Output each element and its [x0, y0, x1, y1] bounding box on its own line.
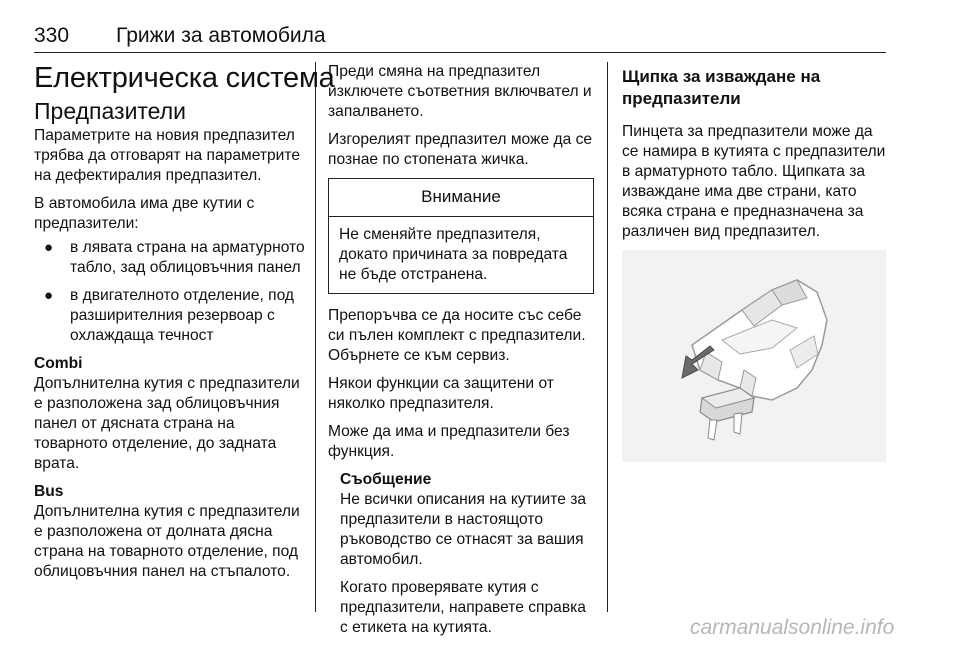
bus-paragraph: Допълнителна кутия с предпазители е разположена от долната дясна страна на товарното отделение, под облицовъчния панел на стъпалото.: [34, 503, 300, 580]
fuse-rating-paragraph: Параметрите на новия предпазител трябва да отговарят на параметрите на дефектиралия предпазител.: [34, 127, 301, 184]
fuse-extractor-paragraph: Пинцета за предпазители може да се намира в кутията с предпазители в арматурното табло. Щипката за изваждане има две страни, като всяка страна е предназначена за различен вид предпазител.: [622, 123, 886, 240]
warning-box: [328, 178, 594, 294]
list-item: ● в двигателното отделение, под разширителния резервоар с охлаждаща течност: [44, 287, 295, 344]
fuse-extractor-heading: Щипка за изваждане на предпазители: [622, 67, 821, 108]
fuse-puller-illustration: [622, 250, 886, 462]
column-divider-2: [607, 62, 608, 612]
column-3: [622, 62, 888, 250]
column-divider-1: [315, 62, 316, 612]
page-header: [34, 22, 886, 53]
watermark: carmanualsonline.info: [690, 616, 895, 639]
note-paragraph-1: Не всички описания на кутиите за предпазители в настоящото ръководство се отнасят за вашия автомобил.: [340, 491, 587, 568]
column-1: [34, 62, 335, 590]
burnt-fuse-paragraph: Изгорелият предпазител може да се познае по стопената жичка.: [328, 131, 593, 168]
column-2: [328, 62, 594, 646]
section-title: Електрическа система: [34, 62, 335, 94]
page-number: 330: [34, 24, 70, 47]
note-paragraph-2: Когато проверявате кутия с предпазители, направете справка с етикета на кутията.: [340, 579, 586, 636]
running-title: Грижи за автомобила: [116, 24, 326, 47]
before-replace-paragraph: Преди смяна на предпазител изключете съответния включвател и запалването.: [328, 63, 592, 120]
combi-heading: Combi: [34, 355, 83, 372]
unused-fuses-paragraph: Може да има и предпазители без функция.: [328, 423, 570, 460]
note-heading: Съобщение: [340, 471, 432, 488]
warning-text: Не сменяйте предпазителя, докато причината за повредата не бъде отстранена.: [339, 226, 568, 283]
functions-paragraph: Някои функции са защитени от няколко предпазителя.: [328, 375, 554, 412]
warning-title: Внимание: [329, 179, 593, 217]
spare-fuses-paragraph: Препоръчва се да носите със себе си пълен комплект с предпазители. Обърнете се към сервиз.: [328, 307, 586, 364]
fuse-puller-icon: [622, 250, 886, 462]
bullet-icon: ●: [44, 239, 54, 256]
fuse-box-list: [34, 238, 306, 346]
bus-heading: Bus: [34, 483, 64, 500]
fuse-boxes-intro: В автомобила има две кутии с предпазители:: [34, 195, 255, 232]
list-item: ● в лявата страна на арматурното табло, зад облицовъчния панел: [44, 239, 305, 276]
note-block: [328, 470, 594, 638]
bullet-icon: ●: [44, 287, 54, 304]
combi-paragraph: Допълнителна кутия с предпазители е разположена зад облицовъчния панел от дясната страна на товарното отделение, до задната врата.: [34, 375, 300, 472]
subsection-title: Предпазители: [34, 98, 186, 124]
